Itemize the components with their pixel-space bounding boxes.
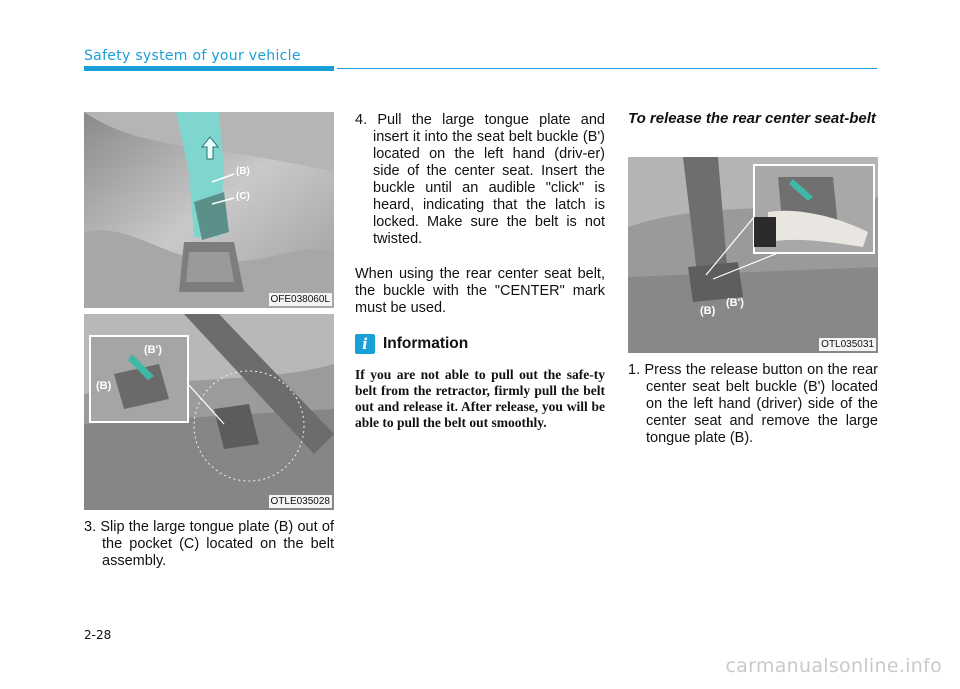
- figure-label-c: (C): [236, 191, 250, 202]
- figure-release-button: [628, 157, 878, 353]
- page-number: 2-28: [84, 628, 112, 642]
- section-heading-release: To release the rear center seat-belt: [628, 110, 876, 127]
- information-box: [355, 334, 468, 354]
- release-step-1-text: 1. Press the release button on the rear center seat belt buckle (B') located on the left hand (driver) side of the center seat and remove the large tongue plate (B).: [628, 362, 878, 446]
- watermark: carmanualsonline.info: [725, 655, 942, 677]
- header-rule: [337, 68, 877, 69]
- figure-buckle-insert: [84, 314, 334, 510]
- figure-illustration: [628, 157, 878, 353]
- section-header-title: Safety system of your vehicle: [84, 48, 301, 64]
- figure-label-b-prime: (B'): [726, 297, 744, 309]
- figure-code: OFE038060L: [270, 294, 330, 305]
- figure-label-b: (B): [700, 305, 716, 317]
- information-text: If you are not able to pull out the safe-ty belt from the retractor, firmly pull the belt out and release it. After release, you will be able to pull the belt out smoothly.: [355, 367, 605, 430]
- figure-illustration: [84, 112, 334, 308]
- figure-tongue-plate-pocket: [84, 112, 334, 308]
- figure-label-b-prime: (B'): [144, 344, 162, 356]
- information-icon: i: [355, 334, 375, 354]
- center-buckle-note: When using the rear center seat belt, the buckle with the "CENTER" mark must be used.: [355, 266, 605, 316]
- figure-label-b: (B): [236, 166, 250, 177]
- step-4-text: 4. Pull the large tongue plate and insert it into the seat belt buckle (B') located on the left hand (driv-er) side of the center seat. Insert the buckle until an audible "click" is heard, indicating that the latch is locked. Make sure the belt is not twisted.: [355, 112, 605, 247]
- step-3-text: 3. Slip the large tongue plate (B) out of the pocket (C) located on the belt assembly.: [84, 519, 334, 569]
- figure-code: OTLE035028: [270, 496, 330, 507]
- figure-code: OTL035031: [821, 339, 874, 350]
- information-title: Information: [383, 335, 469, 352]
- figure-label-b: (B): [96, 380, 112, 392]
- figure-illustration: [84, 314, 334, 510]
- header-accent-bar: [84, 66, 334, 71]
